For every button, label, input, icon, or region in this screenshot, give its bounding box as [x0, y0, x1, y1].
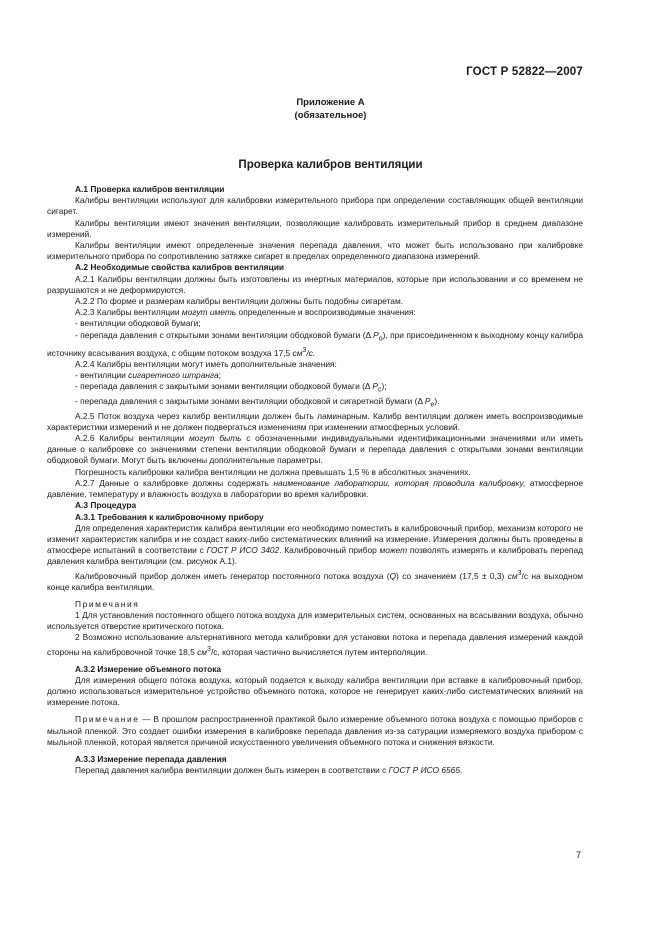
subsection-a32-heading: А.3.2 Измерение объемного потока: [75, 663, 222, 674]
paragraph: А.2.5 Поток воздуха через калибр вентиляции должен быть ламинарным. Калибр вентиляции должен иметь воспроизводимые характеристики измерений и не должен подвергаться изменениям при изменении атмосферных условий.: [47, 410, 583, 432]
paragraph: А.2.6 Калибры вентиляции могут быть с обозначенными индивидуальными идентификационными значениями или иметь данные о калибровке со значениями степени вентиляции ободковой бумаги и перепада давления с открытыми зонами вентиляции ободковой бумаги. Могут быть включены дополнительные параметры.: [47, 433, 584, 466]
paragraph: Калибры вентиляции используют для калибровки измерительного прибора при определении составляющих общей вентиляции сигарет.: [47, 195, 583, 217]
list-item: - вентиляции сигаретного штранга;: [75, 369, 221, 380]
list-item: - перепада давления с закрытыми зонами вентиляции ободковой бумаги (Δ $P_c$);: [75, 380, 387, 394]
document-body: [47, 184, 583, 776]
note-item: 2 Возможно использование альтернативного метода калибровки для установки потока и перепада давления измерений каждой стороны на калибровочной точке 18,5 $см^3/с$, которая частично вычисляется путем интерполяции.: [47, 632, 583, 657]
notes-label: Примечания: [75, 598, 140, 609]
appendix-status: (обязательное): [294, 110, 367, 121]
paragraph: А.2.3 Калибры вентиляции могут иметь определенные и воспроизводимые значения:: [75, 307, 416, 318]
paragraph: Для определения характеристик калибра вентиляции его необходимо поместить в калибровочный прибор, механизм которого не изменит характеристик калибра и не создаст каких-либо систематических влияний на измерение. Измерения должны быть проведены в атмосфере испытаний в соответствии с ГОСТ Р ИСО 3402. Калибровочный прибор может позволять измерять и калибровать перепад давления калибра вентиляции (см. рисунок А.1).: [47, 522, 583, 567]
section-a2-heading: А.2 Необходимые свойства калибров вентиляции: [75, 262, 284, 273]
paragraph: Перепад давления калибра вентиляции должен быть измерен в соответствии с ГОСТ Р ИСО 6565.: [75, 765, 463, 776]
subsection-a33-heading: А.3.3 Измерение перепада давления: [75, 753, 227, 764]
main-title: Проверка калибров вентиляции: [238, 159, 423, 171]
document-id: ГОСТ Р 52822—2007: [466, 66, 583, 78]
paragraph: А.2.2 По форме и размерам калибры вентиляции должны быть подобны сигаретам.: [75, 296, 404, 307]
list-item: - перепада давления с открытыми зонами вентиляции ободковой бумаги (Δ $P_o$), при присоединенном к выходному концу калибра источнику всасывания воздуха, с общим потоком воздуха 17,5 $см^3/с$.: [47, 329, 583, 358]
paragraph: Калибровочный прибор должен иметь генератор постоянного потока воздуха (Q) со значением (17,5 ± 0,3) $см^3/с$ на выходном конце калибра вентиляции.: [47, 569, 583, 592]
paragraph: А.2.7 Данные о калибровке должны содержать наименование лаборатории, которая проводила калибровку, атмосферное давление, температуру и влажность воздуха в лаборатории во время калибровки.: [47, 477, 583, 500]
paragraph: Погрешность калибровки калибра вентиляции не должна превышать 1,5 % в абсолютных значениях.: [75, 466, 471, 477]
paragraph: А.2.4 Калибры вентиляции могут иметь дополнительные значения:: [75, 358, 337, 369]
note-item: 1 Для установления постоянного общего потока воздуха для измерительных систем, основанных на всасывании воздуха, обычно используется отверстие критического потока.: [47, 609, 583, 632]
appendix-title: Приложение А: [296, 97, 365, 108]
section-a3-heading: А.3 Процедура: [75, 500, 137, 511]
section-a1-heading: А.1 Проверка калибров вентиляции: [75, 184, 225, 194]
paragraph: Калибры вентиляции имеют определенные значения перепада давления, что может быть использовано при калибровке измерительного прибора по сопротивлению затяжке сигарет в пределах определенного диапазона измерений.: [47, 240, 583, 262]
note-item: Примечание — В прошлом распространенной практикой было измерение объемного потока воздуха с помощью приборов с мыльной пленкой. Это создает ошибки измерения в калибровке перепада давления из-за сатурации измеряемого воздуха прибором с мыльной пленкой, которая является причиной искусственного увеличения объемного потока и снижения вязкости.: [47, 714, 583, 747]
paragraph: А.2.1 Калибры вентиляции должны быть изготовлены из инертных материалов, которые при использовании и со временем не разрушаются и не деформируются.: [47, 273, 583, 295]
list-item: - перепада давления с закрытыми зонами вентиляции ободковой и сигаретной бумаги (Δ $P_e$).: [75, 395, 440, 409]
subsection-a31-heading: А.3.1 Требования к калибровочному прибору: [75, 511, 264, 522]
paragraph: Калибры вентиляции имеют значения вентиляции, позволяющие калибровать измерительный прибор в среднем диапазоне измерений.: [47, 217, 583, 239]
paragraph: Для измерения общего потока воздуха, который подается к выходу калибра вентиляции при вставке в калибровочный прибор, должно использоваться измерительное устройство объемного потока, которое не генерирует каких-либо систематических влияний на измерение потока.: [47, 674, 583, 708]
list-item: - вентиляции ободковой бумаги;: [75, 318, 201, 329]
page-number: 7: [575, 850, 581, 860]
